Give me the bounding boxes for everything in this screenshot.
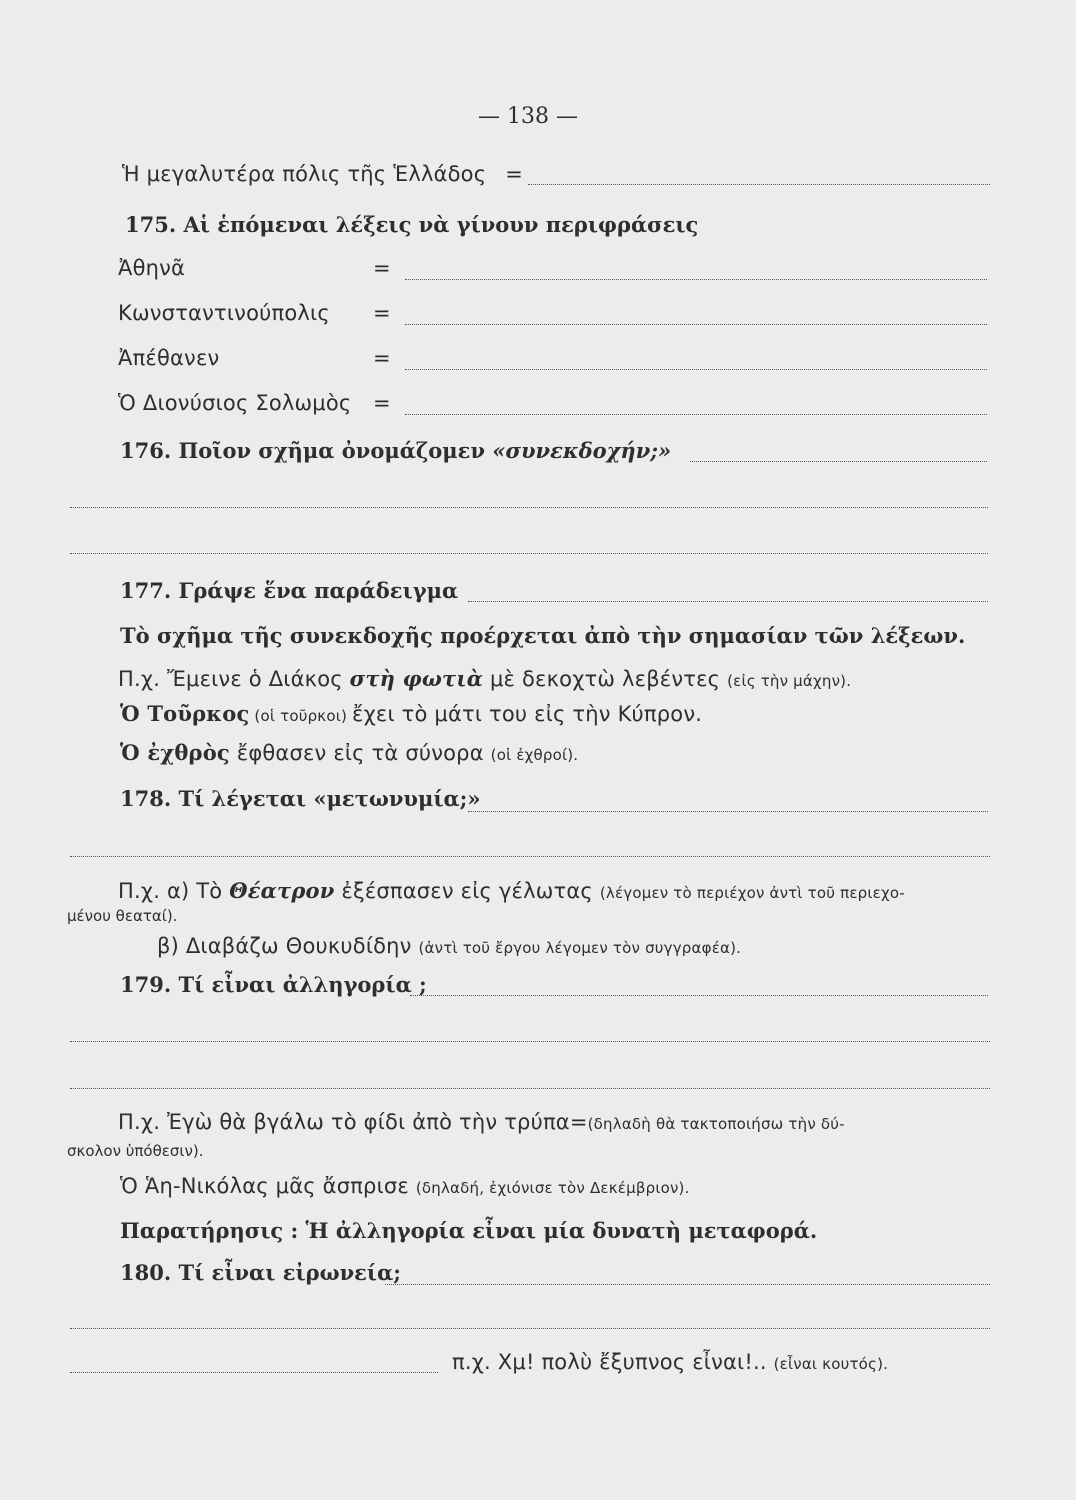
- answer-line[interactable]: [468, 811, 988, 812]
- example-subject: Ὁ ἐχθρὸς: [120, 740, 230, 765]
- example-fidi: [118, 1110, 845, 1134]
- example-gloss: (ἀντὶ τοῦ ἔργου λέγομεν τὸν συγγραφέα).: [418, 939, 742, 957]
- answer-line[interactable]: [405, 414, 987, 415]
- example-emphasis: στὴ φωτιὰ: [349, 666, 484, 691]
- example-gloss: (εἰς τὴν μάχην).: [727, 672, 852, 690]
- answer-line[interactable]: [410, 995, 988, 996]
- question-176-term: «συνεκδοχήν;»: [492, 438, 672, 463]
- answer-line[interactable]: [70, 553, 988, 554]
- equals-sign: =: [373, 301, 391, 325]
- word-konstantinoupolis: Κωνσταντινούπολις: [118, 301, 330, 325]
- word-apethanen: Ἀπέθανεν: [118, 346, 220, 370]
- example-subject: Ὁ Τοῦρκος: [120, 701, 250, 726]
- answer-line[interactable]: [405, 279, 987, 280]
- example-echthros: [120, 740, 578, 765]
- answer-line[interactable]: [468, 601, 988, 602]
- question-176-title: [120, 438, 671, 463]
- example-text: β) Διαβάζω Θουκυδίδην: [157, 934, 419, 958]
- word-athina: Ἀθηνᾶ: [118, 256, 186, 280]
- answer-line[interactable]: [70, 507, 988, 508]
- question-175-title: 175. Αἱ ἑπόμεναι λέξεις νὰ γίνουν περιφράσεις: [125, 212, 699, 237]
- example-text: ἔχει τὸ μάτι του εἰς τὴν Κύπρον.: [352, 702, 703, 726]
- example-ai-nikolas: [120, 1174, 690, 1198]
- answer-line[interactable]: [70, 1328, 990, 1329]
- example-irony: [452, 1350, 888, 1374]
- top-question: [122, 162, 525, 186]
- example-emphasis: Θέατρον: [229, 878, 335, 903]
- example-text: ἔφθασεν εἰς τὰ σύνορα: [229, 741, 491, 765]
- answer-line[interactable]: [70, 1088, 990, 1089]
- question-177-note: Τὸ σχῆμα τῆς συνεκδοχῆς προέρχεται ἀπὸ τὴν σημασίαν τῶν λέξεων.: [120, 623, 966, 648]
- word-solomos: Ὁ Διονύσιος Σολωμὸς: [118, 391, 352, 415]
- answer-line[interactable]: [528, 184, 990, 185]
- question-176-text: 176. Ποῖον σχῆμα ὀνομάζομεν: [120, 438, 493, 463]
- answer-line[interactable]: [70, 1372, 438, 1373]
- example-gloss: (εἶναι κουτός).: [773, 1355, 889, 1373]
- equals-sign: =: [373, 256, 391, 280]
- answer-line[interactable]: [405, 369, 987, 370]
- example-diakos: [118, 666, 851, 691]
- question-178-title: 178. Τί λέγεται «μετωνυμία;»: [120, 786, 481, 811]
- example-text: μὲ δεκοχτὼ λεβέντες: [483, 667, 728, 691]
- example-text: ἐξέσπασεν εἰς γέλωτας: [334, 879, 600, 903]
- equals-sign: =: [373, 346, 391, 370]
- top-label: Ἡ μεγαλυτέρα πόλις τῆς Ἑλλάδος: [122, 162, 487, 186]
- question-180-title: 180. Τί εἶναι εἰρωνεία;: [120, 1260, 401, 1285]
- example-theatron: [118, 878, 905, 903]
- example-gloss-continued: μένου θεαταί).: [67, 907, 178, 925]
- example-gloss: (δηλαδή, ἐχιόνισε τὸν Δεκέμβριον).: [415, 1179, 690, 1197]
- example-gloss: (λέγομεν τὸ περιέχον ἀντὶ τοῦ περιεχο-: [599, 884, 905, 902]
- example-text: Π.χ. Ἐγὼ θὰ βγάλω τὸ φίδι ἀπὸ τὴν τρύπα=: [118, 1110, 588, 1134]
- example-thoukydidis: [157, 934, 741, 958]
- answer-line[interactable]: [385, 1284, 990, 1285]
- example-text: Π.χ. α) Τὸ: [118, 879, 230, 903]
- answer-line[interactable]: [70, 1041, 990, 1042]
- equals-sign: =: [373, 391, 391, 415]
- answer-line[interactable]: [690, 461, 987, 462]
- example-gloss: (οἱ τοῦρκοι): [249, 707, 353, 725]
- example-gloss-continued: σκολον ὑπόθεσιν).: [67, 1142, 204, 1160]
- question-179-title: 179. Τί εἶναι ἀλληγορία ;: [120, 972, 427, 997]
- example-text: Ὁ Ἁη-Νικόλας μᾶς ἄσπρισε: [120, 1174, 416, 1198]
- remark: Παρατήρησις : Ἡ ἀλληγορία εἶναι μία δυνατὴ μεταφορά.: [120, 1218, 818, 1243]
- page-number: — 138 —: [478, 104, 578, 129]
- answer-line[interactable]: [405, 324, 987, 325]
- equals-sign: =: [505, 162, 524, 186]
- example-text: π.χ. Χμ! πολὺ ἔξυπνος εἶναι!..: [452, 1350, 774, 1374]
- example-text: Π.χ. Ἔμεινε ὁ Διάκος: [118, 667, 350, 691]
- example-gloss: (δηλαδὴ θὰ τακτοποιήσω τὴν δύ-: [587, 1115, 845, 1133]
- example-tourkos: [120, 701, 702, 726]
- answer-line[interactable]: [70, 856, 990, 857]
- example-gloss: (οἱ ἐχθροί).: [490, 746, 579, 764]
- question-177-title: 177. Γράψε ἕνα παράδειγμα: [120, 578, 459, 603]
